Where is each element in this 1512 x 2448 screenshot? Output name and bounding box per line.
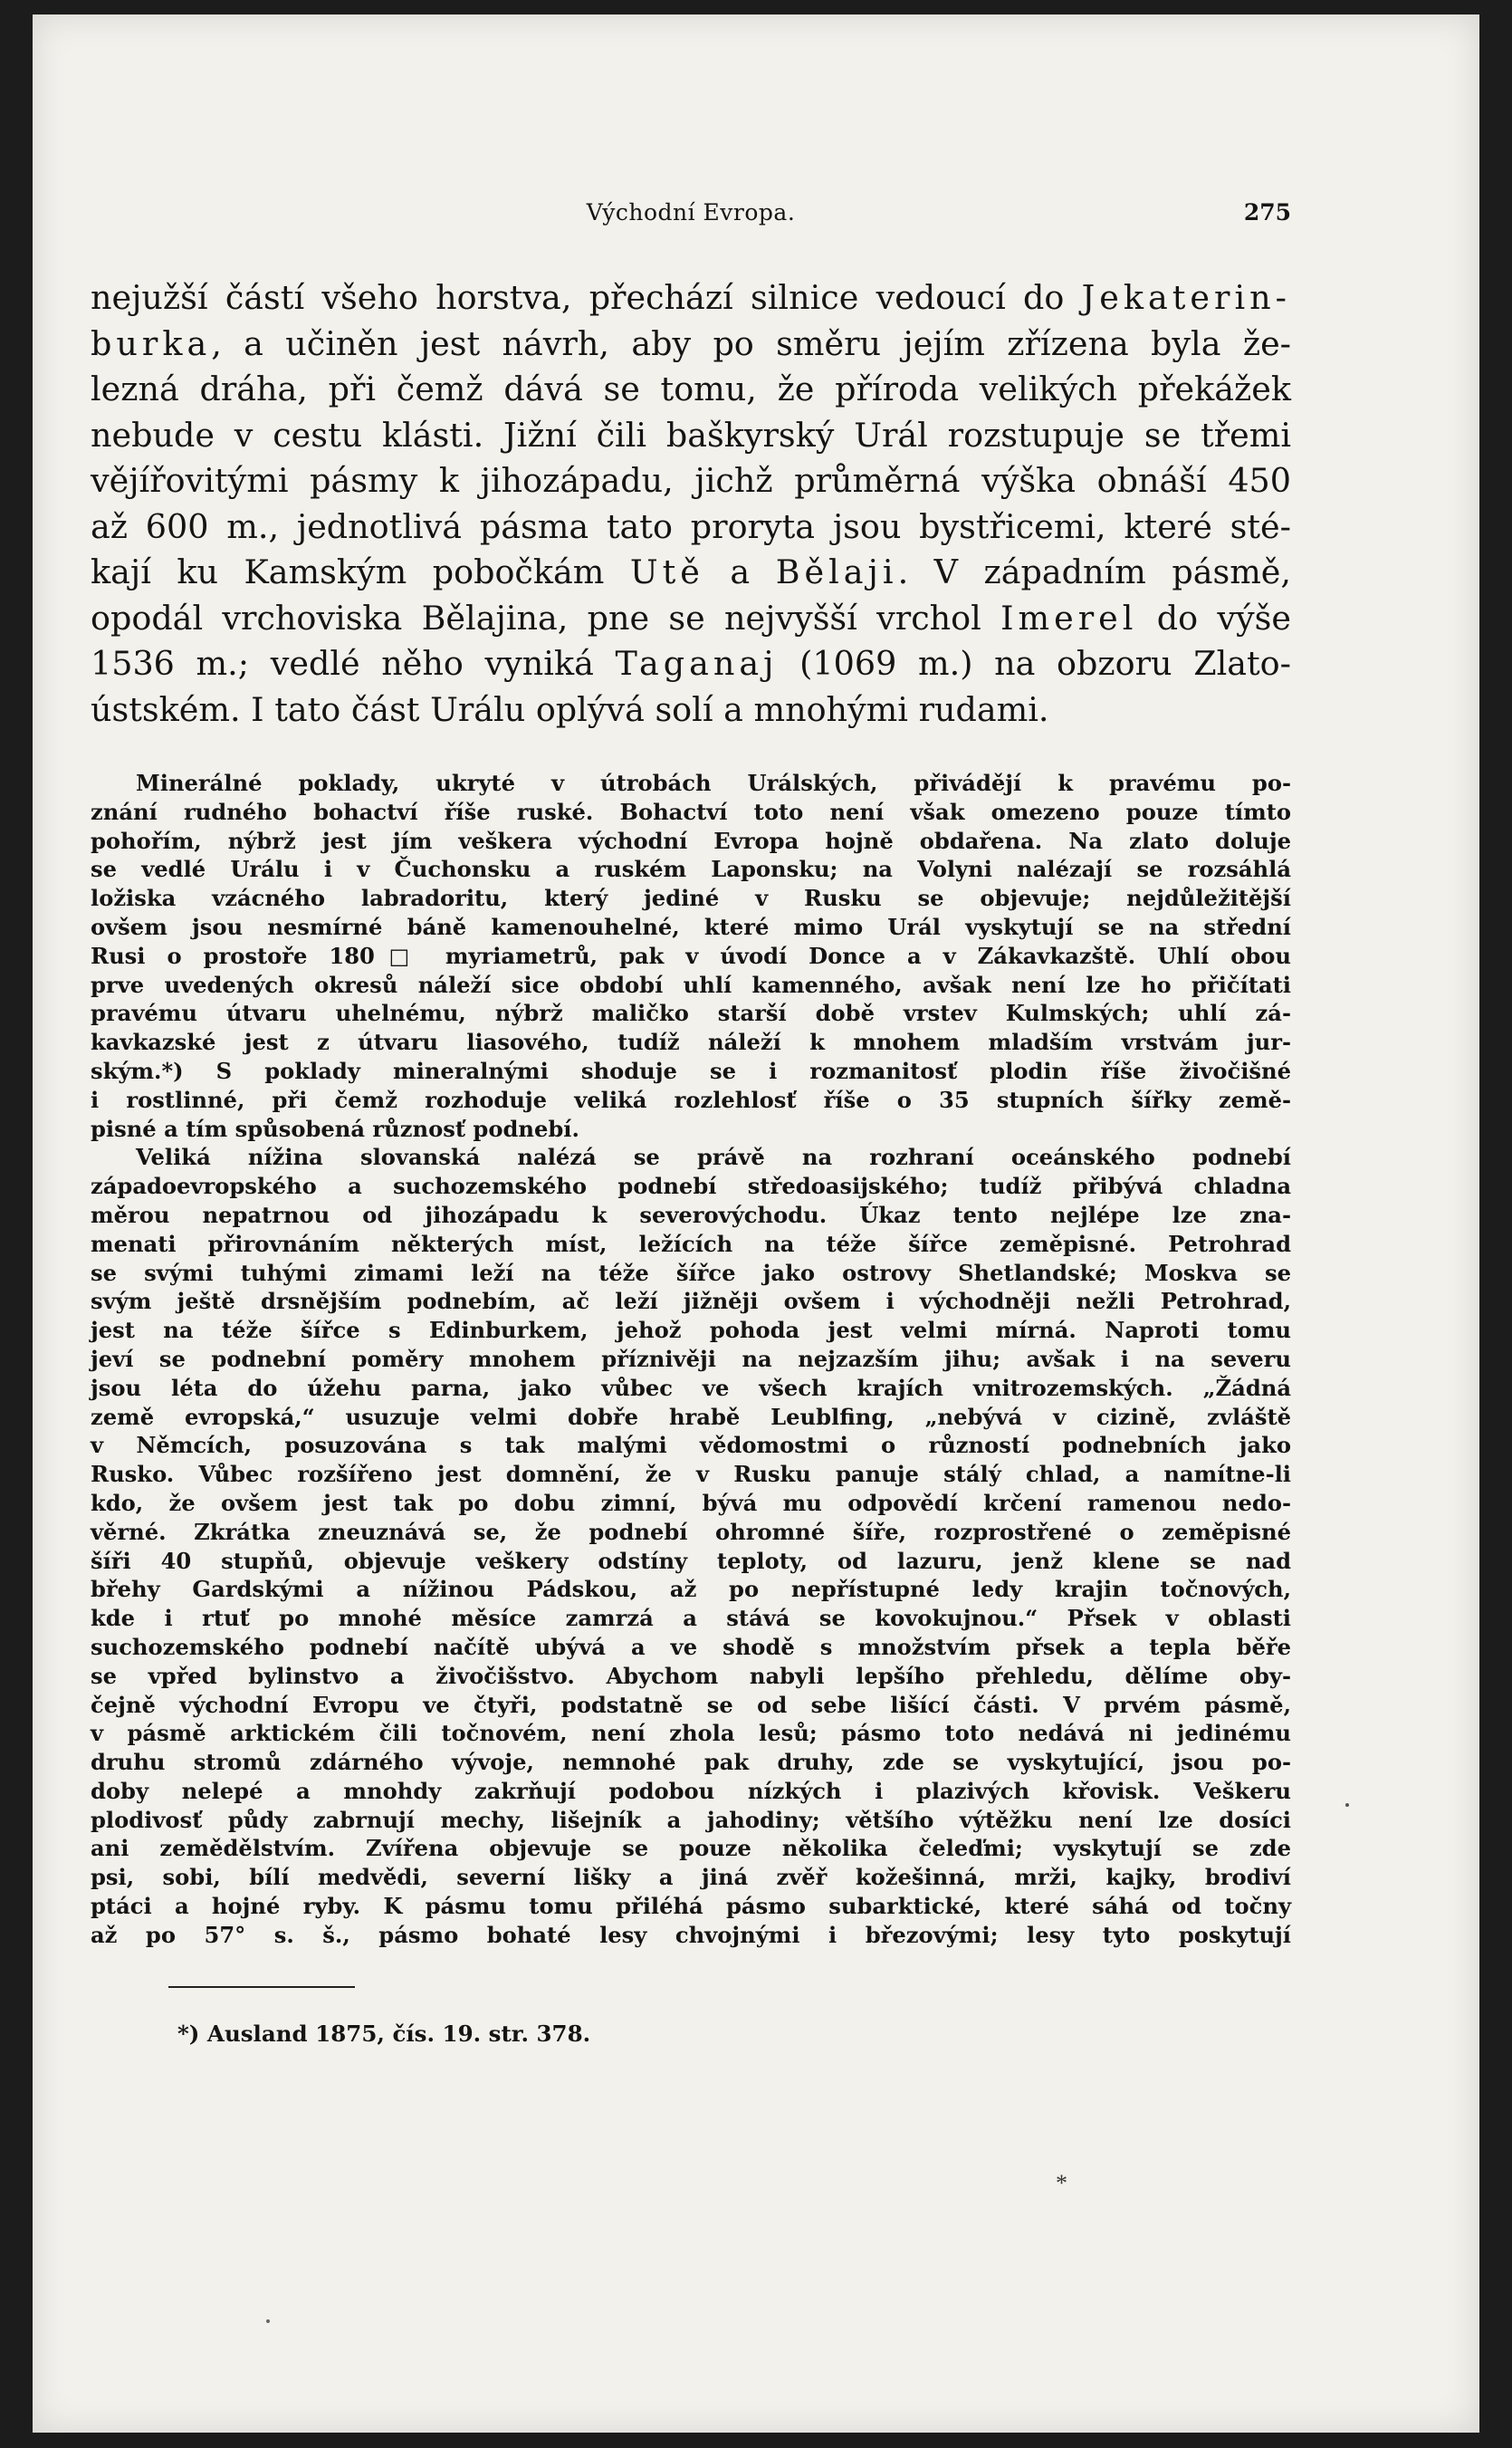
text-line: jest na téže šířce s Edinburkem, jehož pohoda jest velmi mírná. Naproti tomu (91, 1317, 1291, 1344)
text-line: ským.*) S poklady mineralnými shoduje se i rozmanitosť plodin říše živočišné (91, 1057, 1291, 1084)
text-line: západoevropského a suchozemského podnebí středoasijského; tudíž přibývá chladna (91, 1173, 1291, 1200)
text-line: suchozemského podnebí načítě ubývá a ve shodě s množstvím přsek a tepla běře (91, 1633, 1291, 1660)
text-line: šíři 40 stupňů, objevuje veškery odstíny teploty, od lazuru, jenž klene se nad (91, 1547, 1291, 1574)
text-line: Rusko. Vůbec rozšířeno jest domnění, že v Rusku panuje stálý chlad, a namítne-li (91, 1461, 1291, 1488)
main-paragraph (91, 275, 1291, 733)
text-line: druhu stromů zdárného vývoje, nemnohé pak druhy, zde se vyskytující, jsou po- (91, 1749, 1291, 1776)
text-line: Rusi o prostoře 180□ myriametrů, pak v úvodí Donce a v Zákavkazště. Uhlí obou (91, 942, 1291, 969)
text-line: jeví se podnební poměry mnohem příznivěji na nejzazším jihu; avšak i na severu (91, 1345, 1291, 1372)
text-line: pohořím, nýbrž jest jím veškera východní Evropa hojně obdařena. Na zlato doluje (91, 827, 1291, 854)
text-line: kavkazské jest z útvaru liasového, tudíž náleží k mnohem mladším vrstvám jur- (91, 1029, 1291, 1056)
text-line: prve uvedených okresů náleží sice období uhlí kamenného, avšak není lze ho přičítati (91, 971, 1291, 998)
running-header (91, 187, 1291, 241)
text-line: čejně východní Evropu ve čtyři, podstatně se od sebe lišící části. V prvém pásmě, (91, 1691, 1291, 1718)
text-line: opodál vrchoviska Bělajina, pne se nejvyšší vrchol Imerel do výše (91, 598, 1291, 638)
text-line: Veliká nížina slovanská nalézá se právě na rozhraní oceánského podnebí (136, 1144, 1291, 1171)
running-title: Východní Evropa. (586, 199, 796, 226)
book-page (33, 14, 1479, 2433)
text-line: měrou nepatrnou od jihozápadu k severovýchodu. Úkaz tento nejlépe lze zna- (91, 1201, 1291, 1228)
ink-speck (1345, 1803, 1349, 1807)
text-line: Minerálné poklady, ukryté v útrobách Urálských, přivádějí k pravému po- (136, 770, 1291, 796)
text-line: ani zemědělstvím. Zvířena objevuje se pouze několika čeleďmi; vyskytují se zde (91, 1835, 1291, 1862)
text-line: ptáci a hojné ryby. K pásmu tomu přiléhá pásmo subarktické, které sáhá od točny (91, 1893, 1291, 1920)
text-line: až 600 m., jednotlivá pásma tato proryta jsou bystřicemi, které sté- (91, 506, 1291, 546)
text-line: doby nelepé a mnohdy zakrňují podobou nízkých i plazivých křovisk. Veškeru (91, 1777, 1291, 1804)
text-line: se vpřed bylinstvo a živočišstvo. Abychom nabyli lepšího přehledu, dělíme oby- (91, 1662, 1291, 1689)
text-line: lezná dráha, při čemž dává se tomu, že příroda velikých překážek (91, 370, 1291, 408)
small-print-section (91, 769, 1291, 1950)
text-line: kdo, že ovšem jest tak po dobu zimní, bývá mu odpovědí krčení ramenou nedo- (91, 1489, 1291, 1516)
text-line: psi, sobi, bílí medvědi, severní lišky a jiná zvěř kožešinná, mrži, kajky, brodiví (91, 1864, 1291, 1891)
text-line: plodivosť půdy zabrnují mechy, lišejník a jahodiny; většího výtěžku není lze dosíci (91, 1806, 1291, 1833)
text-line: věrné. Zkrátka zneuznává se, že podnebí ohromné šíře, rozprostřené o zeměpisné (91, 1518, 1291, 1545)
text-line: se svými tuhými zimami leží na téže šířce jako ostrovy Shetlandské; Moskva se (91, 1259, 1291, 1286)
text-line: břehy Gardskými a nížinou Pádskou, až po nepřístupné ledy krajin točnových, (91, 1576, 1291, 1603)
text-line: i rostlinné, při čemž rozhoduje veliká rozlehlosť říše o 35 stupních šířky země- (91, 1086, 1291, 1113)
text-line: kají ku Kamským pobočkám Utě a Bělaji. V západním pásmě, (91, 552, 1292, 591)
text-line: svým ještě drsnějším podnebím, ač leží jižněji ovšem i východněji nežli Petrohrad, (91, 1288, 1291, 1315)
text-line: země evropská,“ usuzuje velmi dobře hrabě Leublfing, „nebývá v cizině, zvláště (91, 1403, 1291, 1430)
text-line: ovšem jsou nesmírné báně kamenouhelné, které mimo Urál vyskytují se na střední (91, 913, 1291, 940)
text-line: 1536 m.; vedlé něho vyniká Taganaj (1069 m.) na obzoru Zlato- (91, 644, 1291, 683)
page-number: 275 (1243, 199, 1291, 226)
text-line: v Němcích, posuzována s tak malými vědomostmi o růzností podnebních jako (91, 1432, 1291, 1459)
stray-asterisk-mark: * (1056, 2170, 1067, 2196)
text-line: kde i rtuť po mnohé měsíce zamrzá a stává se kovokujnou.“ Přsek v oblasti (91, 1605, 1291, 1632)
text-line: nebude v cestu klásti. Jižní čili baškyrský Urál rozstupuje se třemi (91, 415, 1291, 455)
text-line: pisné a tím spůsobená různosť podnebí. (91, 1115, 579, 1142)
text-line: znání rudného bohactví říše ruské. Bohactví toto není však omezeno pouze tímto (91, 798, 1291, 825)
text-line: v pásmě arktickém čili točnovém, není zhola lesů; pásmo toto nedává ni jedinému (91, 1720, 1291, 1747)
text-line: menati přirovnáním některých míst, ležících na téže šířce zeměpisné. Petrohrad (91, 1230, 1291, 1257)
text-line: se vedlé Urálu i v Čuchonsku a ruském Laponsku; na Volyni nalézají se rozsáhlá (91, 856, 1291, 883)
footnote: *) Ausland 1875, čís. 19. str. 378. (177, 2020, 591, 2047)
footnote-divider (168, 1986, 355, 1988)
text-line: až po 57° s. š., pásmo bohaté lesy chvojnými i březovými; lesy tyto poskytují (91, 1921, 1291, 1948)
text-line: pravému útvaru uhelnému, nýbrž maličko starší době vrstev Kulmských; uhlí zá- (91, 1000, 1291, 1027)
ink-speck (266, 2319, 270, 2323)
text-line: ústském. I tato část Urálu oplývá solí a mnohými rudami. (91, 689, 1049, 729)
text-line: burka, a učiněn jest návrh, aby po směru jejím zřízena byla že- (91, 323, 1291, 363)
text-line: jsou léta do úžehu parna, jako vůbec ve všech krajích vnitrozemských. „Žádná (91, 1374, 1291, 1401)
text-line: nejužší částí všeho horstva, přechází silnice vedoucí do Jekaterin- (91, 278, 1291, 317)
text-line: vějířovitými pásmy k jihozápadu, jichž průměrná výška obnáší 450 (91, 461, 1291, 500)
text-line: ložiska vzácného labradoritu, který jediné v Rusku se objevuje; nejdůležitější (91, 885, 1291, 912)
page-content (91, 187, 1291, 2047)
